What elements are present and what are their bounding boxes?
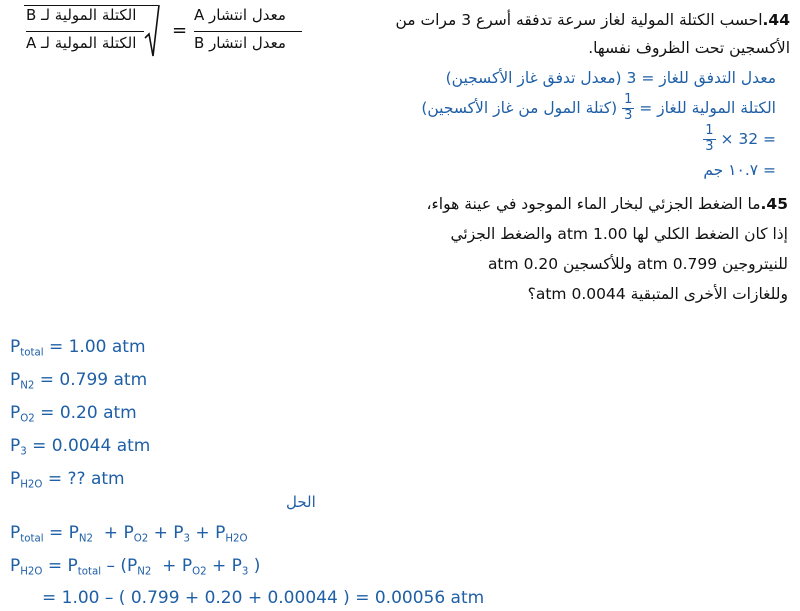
graham-formula <box>12 2 302 62</box>
question-45-line4: وللغازات الأخرى المتبقية 0.0044 atm؟ <box>527 285 788 303</box>
question-45-line2: إذا كان الضغط الكلي لها 1.00 atm والضغط الجزئي <box>450 225 788 243</box>
formula-right-denominator: معدل انتشار B <box>194 34 286 52</box>
answer-44-line3: $\frac{1}{3}$ × 32 = <box>705 123 776 154</box>
question-44-line1: احسب الكتلة المولية لغاز سرعة تدفقه أسرع 3 مرات من <box>395 11 763 29</box>
question-45-number: 45. <box>760 195 788 213</box>
answer-44-line1: معدل التدفق للغاز = 3 (معدل تدفق غاز الأكسجين) <box>445 69 776 87</box>
one-third-fraction-2: $\frac{1}{3}$ <box>705 123 714 154</box>
question-45 <box>426 189 788 309</box>
given-p-3: $P_3 = 0.0044$ atm <box>10 436 151 458</box>
given-p-n2: $P_{N2} = 0.799$ atm <box>10 370 148 392</box>
square-root-icon <box>144 4 160 58</box>
given-p-h2o: $P_{H2O}$ = ?? atm <box>10 469 125 491</box>
given-p-o2: $P_{O2} = 0.20$ atm <box>10 403 137 425</box>
given-values <box>10 334 150 499</box>
formula-left-fraction-bar <box>26 31 144 32</box>
solution-line2: $P_{H2O} = P_{total} - (P_{N2} + P_{O2} + P_3$ ) <box>10 555 261 578</box>
solution <box>10 520 484 611</box>
solution-line1: $P_{total} = P_{N2} + P_{O2} + P_3 + P_{H2O}$ <box>10 523 248 545</box>
question-44 <box>395 6 790 62</box>
answer-44-result: = ١٠.٧ جم <box>703 160 776 179</box>
given-p-total: $P_{total} = 1.00$ atm <box>10 337 146 359</box>
formula-left-denominator: الكتلة المولية لـ A <box>26 34 137 52</box>
answer-44-line2: الكتلة المولية للغاز = $\frac{1}{3}$ (كتلة المول من غاز الأكسجين) <box>421 92 776 123</box>
formula-right-fraction-bar <box>194 31 302 32</box>
solution-line3: = 1.00 – ( 0.799 + 0.20 + 0.00044 ) = 0.00056 atm <box>42 588 485 609</box>
solution-heading: الحل <box>286 493 316 511</box>
one-third-fraction: $\frac{1}{3}$ <box>624 92 633 123</box>
question-44-line2: الأكسجين تحت الظروف نفسها. <box>588 39 790 57</box>
question-44-number: 44. <box>762 11 790 29</box>
formula-left-numerator: الكتلة المولية لـ B <box>26 6 137 24</box>
formula-right-numerator: معدل انتشار A <box>194 6 286 24</box>
formula-equals: = <box>172 20 188 41</box>
question-45-line3: للنيتروجين 0.799 atm وللأكسجين 0.20 atm <box>487 255 788 273</box>
question-45-line1: ما الضغط الجزئي لبخار الماء الموجود في عينة هواء، <box>426 195 761 213</box>
answer-44 <box>421 63 776 185</box>
